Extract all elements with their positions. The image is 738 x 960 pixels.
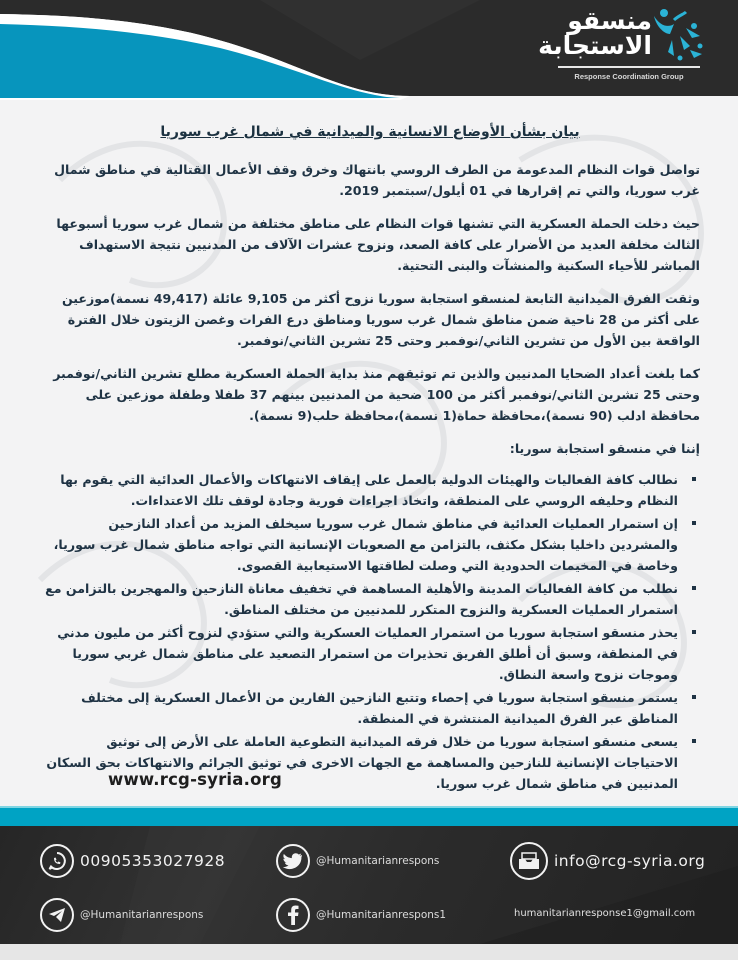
logo-subtitle: Response Coordination Group — [574, 72, 684, 81]
contact-twitter[interactable] — [276, 844, 439, 878]
logo-line-2: الاستجابة — [538, 31, 652, 60]
demand-item: إن استمرار العمليات العدائية في مناطق شمال غرب سوريا سيخلف المزيد من أعداد النازحين والمشردين داخليا بشكل مكثف، بالتزامن مع الصعوبات الإنسانية التي تواجه مناطق شمال غرب سوريا، وخاصة في المخيمات الحدودية التي وصلت لطاقتها الاستيعابية القصوى. — [40, 513, 678, 576]
demand-item: يستمر منسقو استجابة سوريا في إحصاء وتتبع النازحين الفارين من الأعمال العسكرية إلى مختلف المناطق عبر الفرق الميدانية المنتشرة في المنطقة. — [40, 687, 678, 729]
telegram-icon — [40, 898, 74, 932]
demand-item: نطلب من كافة الفعاليات المدينة والأهلية المساهمة في تخفيف معاناة النازحين والمهجرين بالتزامن مع استمرار العمليات العسكرية والنزوح المتكرر للمدنيين من مختلف المناطق. — [40, 578, 678, 620]
statement-title: بيان بشأن الأوضاع الانسانية والميدانية في شمال غرب سوريا — [160, 124, 580, 140]
demands-list — [40, 469, 700, 794]
statement-body — [40, 112, 700, 858]
whatsapp-icon — [40, 844, 74, 878]
demand-item: نطالب كافة الفعاليات والهيئات الدولية بالعمل على إيقاف الانتهاكات والأعمال العدائية التي يقوم بها النظام وحليفه الروسي على المنطقة، واتخاذ اجراءات فورية وجادة لوقف تلك الاعتداءات. — [40, 469, 678, 511]
paragraph-2: حيث دخلت الحملة العسكرية التي تشنها قوات النظام على مناطق مختلفة من شمال غرب سوريا أسبوعها الثالث مخلفة العديد من الأضرار على كافة الصعد، ونزوح عشرات الآلاف من المدنيين نتيجة الاستهداف المباشر للأحياء السكنية والمنشآت والبنى التحتية. — [56, 216, 700, 273]
gmail-address: humanitarianresponse1@gmail.com — [514, 908, 696, 919]
demand-item: يسعى منسقو استجابة سوريا من خلال فرقه الميدانية التطوعية العاملة على الأرض إلى توثيق الاحتياجات الإنسانية للنازحين والمساهمة مع الجهات الاخرى في توثيق الجرائم والانتهاكات بحق السكان المدنيين في مناطق شمال غرب سوريا. — [40, 731, 678, 794]
demands-lead: إننا في منسقو استجابة سوريا: — [509, 441, 700, 456]
demand-item: يحذر منسقو استجابة سوريا من استمرار العمليات العسكرية والتي ستؤدي لنزوح أكثر من مليون مدني في المنطقة، وسبق أن أطلق الفريق تحذيرات من استمرار التصعيد على مناطق شمال غربي سوريا وموجات نزوح واسعة النطاق. — [40, 622, 678, 685]
email-address: info@rcg-syria.org — [554, 852, 706, 870]
whatsapp-number: 00905353027928 — [80, 852, 226, 870]
logo-arabic-name — [538, 8, 652, 58]
facebook-icon — [276, 898, 310, 932]
footer-contacts — [0, 826, 738, 944]
facebook-handle: @Humanitarianrespons1 — [316, 909, 447, 921]
header-banner — [0, 0, 738, 100]
paragraph-4: كما بلغت أعداد الضحايا المدنيين والذين تم توثيقهم منذ بداية الحملة العسكرية مطلع تشرين الثاني/نوفمبر وحتى 25 تشرين الثاني/نوفمبر أكثر من 100 ضحية من المدنيين بينهم 37 طفلا وطفلة موزعين على محافظة ادلب (90 نسمة)،محافظة حماة(1 نسمة)،محافظة حلب(9 نسمة). — [53, 366, 700, 423]
contact-facebook[interactable] — [276, 898, 446, 932]
twitter-icon — [276, 844, 310, 878]
paragraph-3: وثقت الفرق الميدانية التابعة لمنسقو استجابة سوريا نزوح أكثر من 9,105 عائلة (49,417 نسمة)موزعين على أكثر من 28 ناحية ضمن مناطق شمال غرب سوريا ومناطق درع الفرات وغصن الزيتون خلال الفترة الواقعة بين الأول من تشرين الثاني/نوفمبر وحتى 25 تشرين الثاني/نوفمبر. — [61, 291, 700, 348]
contact-gmail[interactable] — [514, 908, 695, 919]
contact-whatsapp[interactable] — [40, 844, 225, 878]
twitter-handle: @Humanitarianrespons — [316, 855, 440, 867]
logo-line-1: منسقو — [567, 6, 652, 35]
footer-teal-band — [0, 806, 738, 828]
logo-divider — [558, 66, 700, 68]
contact-telegram[interactable] — [40, 898, 203, 932]
footer-bottom-strip — [0, 944, 738, 960]
logo-figures-icon — [650, 6, 708, 64]
contact-email[interactable] — [510, 842, 705, 880]
paragraph-1: تواصل قوات النظام المدعومة من الطرف الروسي بانتهاك وخرق وقف الأعمال القتالية في مناطق شمال غرب سوريا، والتي تم إقرارها في 01 أيلول/سبتمبر 2019. — [54, 162, 700, 198]
rcg-logo — [528, 6, 708, 86]
website-link[interactable]: www.rcg-syria.org — [108, 770, 282, 789]
telegram-handle: @Humanitarianrespons — [80, 909, 204, 921]
email-icon — [510, 842, 548, 880]
